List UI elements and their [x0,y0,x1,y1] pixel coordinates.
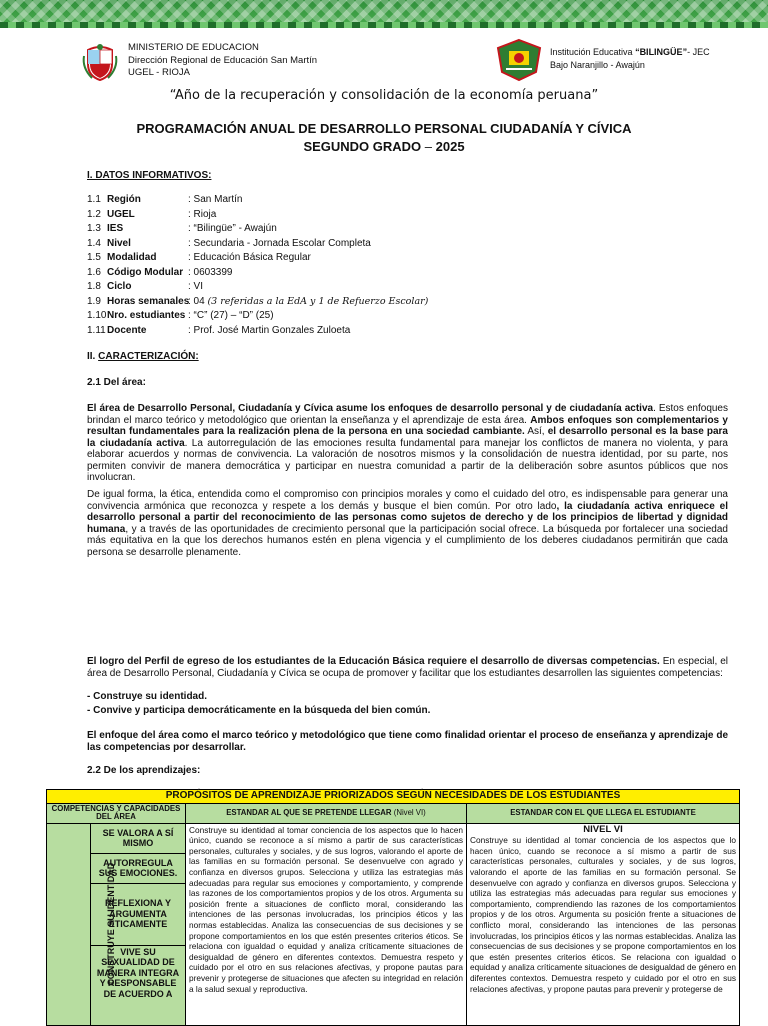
school-suffix: - JEC [687,47,710,57]
info-number: 1.2 [87,208,101,220]
info-key: Ciclo [107,281,132,292]
school-name: “BILINGÜE” [635,47,688,57]
competency-item-2: - Convive y participa democráticamente en la búsqueda del bien común. [87,705,431,716]
title-dash: – [421,139,436,154]
datos-heading: I. DATOS INFORMATIVOS: [87,170,212,181]
subsection-area: 2.1 Del área: [87,377,146,388]
ministry-line-3: UGEL - RIOJA [128,67,190,78]
info-number: 1.3 [87,223,101,234]
capacidad-reflexiona: REFLEXIONA Y ARGUMENTA ÉTICAMENTE [91,883,186,945]
info-key: Región [107,194,141,205]
info-key: Modalidad [107,252,157,263]
info-key: Docente [107,324,147,336]
title-year: 2025 [435,139,465,154]
paragraph-area: El área de Desarrollo Personal, Ciudadanía y Cívica asume los enfoques de desarrollo personal y de ciudadanía activa. Estos enfoques brindan el marco teórico y metodológico que orientan la enseñanza y el aprendizaje de esta área. Ambos enfoques son complementarios y resultan fundamentales para la realización plena de la persona en una sociedad cambiante. Así, el desarrollo personal es la base para la ciudadanía activa. La autorregulación de las emociones resulta fundamental para manejar los conflictos de manera no violenta, y para elaborar acuerdos y normas de convivencia. La valoración de nosotros mismos y la consolidación de nuestra identidad, por su parte, nos permiten convivir de manera democrática y participar en nuestra comunidad a partir de la deliberación sobre asuntos públicos que nos involucran. [87,403,728,483]
info-number: 1.1 [87,194,101,205]
header-estandar-meta: ESTANDAR AL QUE SE PRETENDE LLEGAR (Nivel VI) [186,803,467,823]
subsection-aprendizajes: 2.2 De los aprendizajes: [87,765,201,776]
header-competencias: COMPETENCIAS Y CAPACIDADES DEL ÁREA [47,803,186,823]
learning-purposes-table [46,789,740,1026]
estandar-llega-cell [467,823,740,1025]
school-location: Bajo Naranjillo - Awajún [550,60,645,70]
peru-coat-of-arms-icon [80,42,120,82]
info-value: : VI [188,281,204,292]
info-key: Nivel [107,237,131,249]
info-key: Nro. estudiantes [107,310,186,321]
year-motto: “Año de la recuperación y consolidación de la economía peruana” [169,88,599,103]
paragraph-enfoque: El enfoque del área como el marco teórico y metodológico que tiene como finalidad orientar el proceso de enseñanza y aprendizaje de las competencias por desarrollar. [87,730,728,753]
info-value: : 0603399 [188,266,233,278]
capacidad-se-valora: SE VALORA A SÍ MISMO [91,823,186,853]
info-value: : Prof. José Martin Gonzales Zuloeta [188,324,351,336]
header-estandar-llega: ESTANDAR CON EL QUE LLEGA EL ESTUDIANTE [467,803,740,823]
info-value: : 04 (3 referidas a la EdA y 1 de Refuerzo Escolar) [188,295,429,307]
estandar-llega-text: Construye su identidad al tomar conciencia de los aspectos que lo hacen único, cuando se reconoce a sí mismo a partir de sus características personales, culturales y sociales, y de sus logros, valorando el aporte de las familias en su formación personal. Se desenvuelve con agrado y confianza en diversos grupos. Selecciona y utiliza las estrategias más adecuadas para regular sus emociones y comportamiento, comprendiendo las razones de los comportamientos propios y de los otros. Argumenta su posición frente a situaciones de conflicto moral, considerando las intenciones de las personas involucradas, los principios éticos y las normas establecidas. Analiza las consecuencias de sus decisiones y se propone comportamientos en los que estén presentes criterios éticos. Se relaciona con igualdad o equidad y analiza críticamente situaciones de desigualdad de género en diferentes contextos. Demuestra respeto y cuidado por el otro en sus relaciones afectivas, y propone pautas para prevenir y protegerse de [470,835,737,994]
paragraph-perfil: El logro del Perfil de egreso de los estudiantes de la Educación Básica requiere el desarrollo de diversas competencias. En especial, el área de Desarrollo Personal, Ciudadanía y Cívica se ocupa de promover y facilitar que los estudiantes desarrollen las siguientes competencias: [87,656,728,679]
info-number: 1.6 [87,266,101,278]
info-value: : “C” (27) – “D” (25) [188,310,274,321]
ministry-line-2: Dirección Regional de Educación San Martín [128,54,318,66]
info-key: IES [107,223,124,234]
info-key: UGEL [107,208,135,220]
info-key: Código Modular [107,266,184,278]
competency-construye-identidad: CONSTRUYE SU IDENTIDAD [47,823,91,1025]
nivel-label: NIVEL VI [583,823,623,835]
estandar-meta-text: Construye su identidad al tomar conciencia de los aspectos que lo hacen único, cuando se reconoce a sí mismo a partir de sus características personales, culturales y sociales, y de sus logros, valorando el aporte de las familias en su formación personal. Se desenvuelve con agrado y confianza en diversos grupos. Selecciona y utiliza las estrategias más adecuadas para regular sus emociones y comportamiento, y comprende las razones de los comportamientos propios y de los otros. Argumenta su posición frente a situaciones de conflicto moral, considerando las intenciones de las personas involucradas, los principios éticos y las normas establecidas. Analiza las consecuencias de sus decisiones y se propone comportamientos en los que estén presentes criterios éticos. Se relaciona con igualdad o equidad y analiza críticamente situaciones de desigualdad de género en diferentes contextos. Demuestra respeto y cuidado por el otro en sus relaciones afectivas, y propone pautas para prevenir y protegerse de situaciones que afecten su integridad en relación a la salud sexual y reproductiva. [186,823,467,1025]
capacidad-sexualidad: VIVE SU SEXUALIDAD DE MANERA INTEGRA Y RESPONSABLE DE ACUERDO A [91,945,186,1025]
ministry-line-1: MINISTERIO DE EDUCACION [128,42,259,53]
info-number: 1.9 [87,295,101,307]
capacidad-autorregula: AUTORREGULA SUS EMOCIONES. [91,853,186,883]
info-value: : Secundaria - Jornada Escolar Completa [188,237,371,249]
info-number: 1.10 [87,310,107,321]
info-value: : San Martín [188,194,243,205]
info-note: (3 referidas a la EdA y 1 de Refuerzo Escolar) [207,295,429,307]
info-key: Horas semanales [107,295,190,307]
info-number: 1.5 [87,252,101,263]
school-prefix: Institución Educativa [550,47,636,57]
title-grade: SEGUNDO GRADO [303,139,422,154]
info-value: : “Bilingüe” - Awajún [188,223,277,234]
info-number: 1.4 [87,237,101,249]
table-title: PROPÓSITOS DE APRENDIZAJE PRIORIZADOS SEGÚN NECESIDADES DE LOS ESTUDIANTES [47,790,740,804]
info-number: 1.8 [87,281,101,292]
school-logo-icon [496,38,542,82]
caracterizacion-heading: II. CARACTERIZACIÓN: [87,351,199,362]
info-value: : Educación Básica Regular [188,252,311,263]
title-line-1: PROGRAMACIÓN ANUAL DE DESARROLLO PERSONAL CIUDADANÍA Y CÍVICA [136,121,632,136]
info-value: : Rioja [188,208,217,220]
competency-item-1: - Construye su identidad. [87,691,208,702]
decorative-banner [0,0,768,28]
info-number: 1.11 [87,324,106,336]
paragraph-etica: De igual forma, la ética, entendida como el compromiso con principios morales y como el cuidado del otro, es indispensable para generar una convivencia armónica que reconozca y respete a los demás y busque el bien común. Por otro lado, la ciudadanía activa enriquece el desarrollo personal a partir del reconocimiento de las personas como sujetos de derecho y de los principios de libertad y dignidad humana, y a través de las oportunidades de crecimiento personal que la participación social ofrece. La búsqueda por fortalecer una sociedad más equitativa en la que los derechos humanos estén en plena vigencia y el cumplimiento de los deberes ciudadanos permitirán que cada persona se desarrolle plenamente. [87,489,728,558]
document-title [0,120,768,156]
